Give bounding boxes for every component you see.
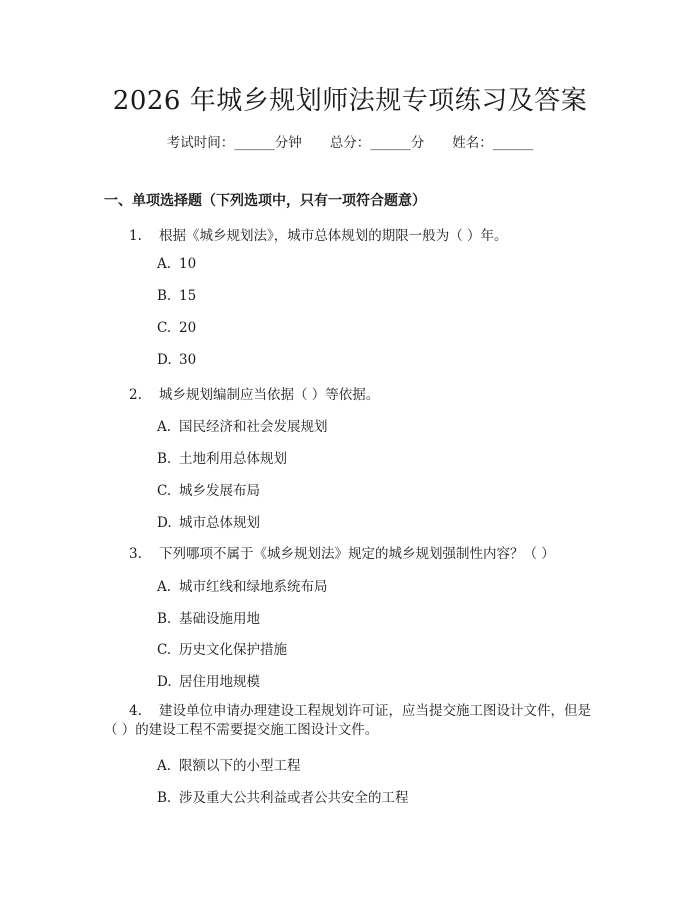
option-text: 历史文化保护措施 <box>179 642 287 658</box>
question-3-option-b <box>157 607 260 627</box>
name-label: 姓名：______ <box>452 135 534 151</box>
question-1-option-b <box>157 288 196 304</box>
exam-time-label: 考试时间：______分钟 <box>166 135 302 151</box>
option-letter: D. <box>157 515 172 531</box>
option-text: 15 <box>179 288 197 304</box>
exam-meta <box>0 131 700 151</box>
option-letter: C. <box>157 642 172 658</box>
option-letter: C. <box>157 320 172 336</box>
option-letter: A. <box>157 256 172 272</box>
option-text: 20 <box>179 320 197 336</box>
question-4-option-a <box>157 754 301 774</box>
question-3 <box>129 542 555 562</box>
question-3-option-a <box>157 575 328 595</box>
question-number: 4. <box>129 703 142 719</box>
option-text: 10 <box>179 256 197 272</box>
question-4-option-b <box>157 786 409 806</box>
document-title: 2026 年城乡规划师法规专项练习及答案 <box>112 86 588 116</box>
question-3-option-c <box>157 638 287 658</box>
question-text: 城乡规划编制应当依据（ ）等依据。 <box>159 387 380 403</box>
option-text: 城乡发展布局 <box>179 483 260 499</box>
question-number: 1. <box>129 228 142 244</box>
option-text: 城市总体规划 <box>179 515 260 531</box>
option-letter: B. <box>157 288 172 304</box>
question-1 <box>129 224 508 244</box>
question-text: 下列哪项不属于《城乡规划法》规定的城乡规划强制性内容？（ ） <box>159 546 555 562</box>
option-letter: A. <box>157 758 172 774</box>
question-number: 3. <box>129 546 142 562</box>
total-score-label: 总分：______分 <box>329 135 425 151</box>
option-text: 居住用地规模 <box>179 674 260 690</box>
question-2-option-b <box>157 447 287 467</box>
option-text: 限额以下的小型工程 <box>179 758 301 774</box>
option-text: 30 <box>179 352 197 368</box>
question-text: 建设单位申请办理建设工程规划许可证，应当提交施工图设计文件，但是（ ）的建设工程不需要提交施工图设计文件。 <box>104 703 591 738</box>
question-1-option-a <box>157 256 196 272</box>
question-2 <box>129 383 379 403</box>
question-2-option-a <box>157 415 328 435</box>
option-letter: B. <box>157 611 172 627</box>
option-letter: D. <box>157 352 172 368</box>
question-number: 2. <box>129 387 142 403</box>
question-4 <box>104 702 604 740</box>
option-letter: A. <box>157 579 172 595</box>
option-letter: C. <box>157 483 172 499</box>
question-1-option-d <box>157 352 196 368</box>
option-letter: B. <box>157 451 172 467</box>
option-text: 城市红线和绿地系统布局 <box>179 579 328 595</box>
option-letter: A. <box>157 419 172 435</box>
option-letter: B. <box>157 790 172 806</box>
question-3-option-d <box>157 670 260 690</box>
section-title: 一、单项选择题（下列选项中，只有一项符合题意） <box>104 193 426 209</box>
option-letter: D. <box>157 674 172 690</box>
option-text: 土地利用总体规划 <box>179 451 287 467</box>
option-text: 基础设施用地 <box>179 611 260 627</box>
question-2-option-d <box>157 511 260 531</box>
option-text: 涉及重大公共利益或者公共安全的工程 <box>179 790 409 806</box>
option-text: 国民经济和社会发展规划 <box>179 419 328 435</box>
question-2-option-c <box>157 479 260 499</box>
question-text: 根据《城乡规划法》，城市总体规划的期限一般为（ ）年。 <box>159 228 508 244</box>
question-1-option-c <box>157 320 196 336</box>
